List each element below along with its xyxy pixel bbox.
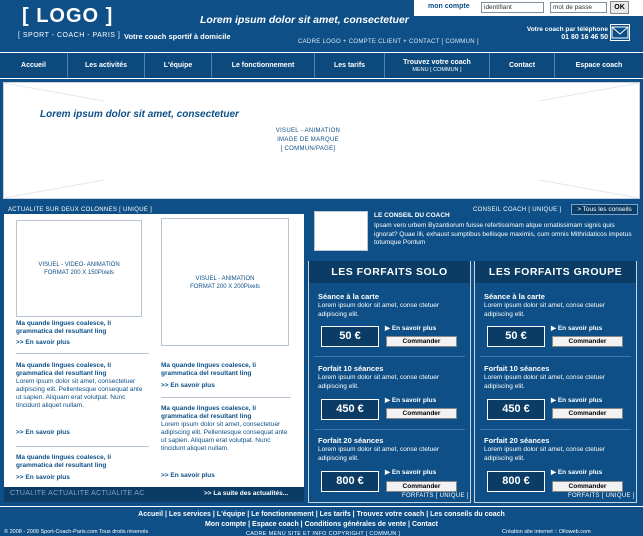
news-item-title[interactable]: Ma quande lingues coalesce, li grammatica del resultant ling bbox=[161, 362, 257, 377]
offer-body: Lorem ipsum dolor sit amet, conse ctetuer adipiscing elit. bbox=[484, 302, 606, 318]
offer-title: Séance à la carte bbox=[484, 292, 545, 301]
news-more-link[interactable]: >> En savoir plus bbox=[16, 429, 70, 436]
forfaits-solo-footer: FORFAITS [ UNIQUE ] bbox=[402, 493, 469, 499]
offer-more-link[interactable] bbox=[551, 396, 602, 404]
offer-more-label: En savoir plus bbox=[557, 397, 603, 404]
arrow-right-icon: ▶ bbox=[385, 397, 392, 404]
all-tips-button[interactable]: > Tous les conseils bbox=[571, 204, 638, 215]
nav-label: L'équipe bbox=[163, 62, 193, 69]
offer-more-label: En savoir plus bbox=[391, 469, 437, 476]
nav-label: Les activités bbox=[84, 62, 128, 69]
nav-item-accueil[interactable] bbox=[0, 53, 68, 78]
divider bbox=[314, 429, 465, 430]
nav-item-contact[interactable] bbox=[490, 53, 555, 78]
offer-more-link[interactable] bbox=[385, 468, 436, 476]
order-button[interactable]: Commander bbox=[386, 481, 457, 492]
divider bbox=[480, 356, 631, 357]
arrow-right-icon: ▶ bbox=[385, 469, 392, 476]
arrow-right-icon: ▶ bbox=[551, 325, 558, 332]
conseil-section-label: CONSEIL COACH [ UNIQUE ] bbox=[473, 207, 562, 213]
nav-label: Espace coach bbox=[575, 62, 623, 69]
site-credit[interactable]: Création site internet :: Olloweb.com bbox=[502, 529, 591, 535]
nav-item-espace-coach[interactable] bbox=[555, 53, 643, 78]
offer-more-label: En savoir plus bbox=[391, 397, 437, 404]
news-item-title[interactable]: Ma quande lingues coalesce, li grammatica del resultant ling bbox=[16, 362, 112, 377]
offer-body: Lorem ipsum dolor sit amet, conse ctetuer adipiscing elit. bbox=[318, 446, 440, 462]
offer-more-label: En savoir plus bbox=[391, 325, 437, 332]
offer-title: Forfait 20 séances bbox=[318, 436, 384, 445]
nav-label: Trouvez votre coach bbox=[403, 58, 471, 66]
order-button[interactable]: Commander bbox=[386, 408, 457, 419]
news-more-link[interactable]: >> En savoir plus bbox=[16, 474, 70, 481]
price-badge: 450 € bbox=[321, 399, 379, 420]
price-badge: 450 € bbox=[487, 399, 545, 420]
footer-links-line[interactable]: Mon compte | Espace coach | Conditions générales de vente | Contact bbox=[204, 521, 439, 528]
username-field[interactable] bbox=[481, 2, 544, 13]
forfaits-groupe-heading: LES FORFAITS GROUPE bbox=[475, 261, 636, 283]
offer-title: Séance à la carte bbox=[318, 292, 379, 301]
offer-body: Lorem ipsum dolor sit amet, conse ctetuer adipiscing elit. bbox=[484, 446, 606, 462]
footer-links-line[interactable]: Accueil | Les services | L'équipe | Le fonctionnement | Les tarifs | Trouvez votre coach | Les conseils du coach bbox=[138, 511, 505, 518]
visual-line: FORMAT 200 X 150Pixels bbox=[44, 270, 114, 276]
news-more-link[interactable]: >> En savoir plus bbox=[16, 339, 70, 346]
offer-more-link[interactable] bbox=[551, 324, 602, 332]
offer-more-link[interactable] bbox=[385, 396, 436, 404]
news-item-title[interactable]: Ma quande lingues coalesce, li grammatica del resultant ling bbox=[161, 405, 257, 420]
login-ok-button[interactable]: OK bbox=[610, 1, 629, 14]
nav-item-activites[interactable] bbox=[68, 53, 145, 78]
divider bbox=[16, 353, 149, 354]
offer-more-label: En savoir plus bbox=[557, 469, 603, 476]
divider bbox=[314, 356, 465, 357]
order-button[interactable]: Commander bbox=[386, 336, 457, 347]
mail-icon[interactable] bbox=[610, 24, 630, 41]
news-item-body: Lorem ipsum dolor sit amet, consectetuer adipiscing elit. Pellentesque consequat ante ut sapien. Aliquam erat volutpat. Nunc tincidunt aliquet nullam. bbox=[161, 421, 288, 452]
logo[interactable]: [ LOGO ] bbox=[22, 5, 114, 27]
banner-visual-placeholder[interactable] bbox=[258, 127, 358, 154]
visual-line: VISUEL - VIDEO- ANIMATION bbox=[38, 262, 120, 268]
tagline: Votre coach sportif à domicile bbox=[124, 32, 231, 41]
divider bbox=[16, 446, 149, 447]
divider bbox=[480, 429, 631, 430]
news-item-title[interactable]: Ma quande lingues coalesce, li grammatica del resultant ling bbox=[16, 454, 112, 469]
password-field[interactable] bbox=[550, 2, 607, 13]
nav-item-fonctionnement[interactable] bbox=[212, 53, 315, 78]
logo-subtitle: [ SPORT - COACH - PARIS ] bbox=[18, 32, 121, 39]
phone-number: 01 80 16 46 50 bbox=[561, 34, 608, 41]
footer-note: CADRE MENU SITE ET INFO COPYRIGHT [ COMMUN ] bbox=[246, 531, 401, 536]
banner-title: Lorem ipsum dolor sit amet, consectetuer bbox=[40, 109, 239, 120]
header-note: CADRE LOGO + COMPTE CLIENT + CONTACT [ COMMUN ] bbox=[298, 39, 479, 45]
nav-label: Accueil bbox=[21, 62, 46, 69]
order-button[interactable]: Commander bbox=[552, 336, 623, 347]
offer-body: Lorem ipsum dolor sit amet, conse ctetuer adipiscing elit. bbox=[318, 302, 440, 318]
news-item-body: Lorem ipsum dolor sit amet, consectetuer adipiscing elit. Pellentesque consequat ante ut sapien. Aliquam erat volutpat. Nunc tincidunt aliquet nullam. bbox=[16, 378, 143, 409]
news-section-label: ACTUALITE SUR DEUX COLONNES [ UNIQUE ] bbox=[8, 207, 153, 213]
footer-links[interactable] bbox=[0, 510, 643, 530]
offer-more-link[interactable] bbox=[551, 468, 602, 476]
conseil-body: Ipsam vero urbem Byzantiorum fuisse refertissimam atque ornatissimam signis quis ignorat? Quae illi, exhaust sumptibus bellisque maximis, cum omnis Mithridaticos impetus totumque Pontum bbox=[374, 222, 632, 246]
banner bbox=[3, 82, 640, 199]
offer-more-label: En savoir plus bbox=[557, 325, 603, 332]
visual-line: [ COMMUN/PAGE] bbox=[280, 146, 336, 152]
arrow-right-icon: ▶ bbox=[551, 397, 558, 404]
forfaits-groupe-footer: FORFAITS [ UNIQUE ] bbox=[568, 493, 635, 499]
news-all-link[interactable]: >> La suite des actualités... bbox=[204, 490, 289, 497]
offer-body: Lorem ipsum dolor sit amet, conse ctetuer adipiscing elit. bbox=[318, 374, 440, 390]
nav-menu-note: MENU [ COMMUN ] bbox=[412, 66, 462, 73]
offer-title: Forfait 10 séances bbox=[318, 364, 384, 373]
price-badge: 800 € bbox=[487, 471, 545, 492]
news-more-link[interactable]: >> En savoir plus bbox=[161, 382, 215, 389]
news-ticker-text: CTUALITE ACTUALITE ACTUALITE AC bbox=[10, 490, 145, 497]
nav-item-trouvez-coach[interactable] bbox=[385, 53, 490, 78]
price-badge: 800 € bbox=[321, 471, 379, 492]
price-badge: 50 € bbox=[487, 326, 545, 347]
phone-label: Votre coach par téléphone bbox=[526, 26, 608, 33]
visual-line: IMAGE DE MARQUE bbox=[277, 137, 339, 143]
nav-item-equipe[interactable] bbox=[145, 53, 212, 78]
order-button[interactable]: Commander bbox=[552, 408, 623, 419]
news-panel bbox=[4, 214, 304, 502]
price-badge: 50 € bbox=[321, 326, 379, 347]
divider bbox=[161, 397, 291, 398]
visual-line: VISUEL - ANIMATION bbox=[195, 276, 255, 282]
arrow-right-icon: ▶ bbox=[385, 325, 392, 332]
news-animation-placeholder[interactable] bbox=[161, 218, 289, 346]
offer-more-link[interactable] bbox=[385, 324, 436, 332]
news-video-placeholder[interactable] bbox=[16, 220, 142, 317]
offer-body: Lorem ipsum dolor sit amet, conse ctetuer adipiscing elit. bbox=[484, 374, 606, 390]
conseil-image-placeholder bbox=[314, 211, 368, 251]
news-item-title[interactable]: Ma quande lingues coalesce, li grammatica del resultant ling bbox=[16, 320, 112, 335]
nav-label: Le fonctionnement bbox=[231, 62, 295, 69]
offer-title: Forfait 10 séances bbox=[484, 364, 550, 373]
nav-label: Contact bbox=[508, 62, 536, 69]
forfaits-solo-heading: LES FORFAITS SOLO bbox=[309, 261, 470, 283]
offer-title: Forfait 20 séances bbox=[484, 436, 550, 445]
arrow-right-icon: ▶ bbox=[551, 469, 558, 476]
header-headline: Lorem ipsum dolor sit amet, consectetuer bbox=[200, 14, 409, 26]
account-label: mon compte bbox=[428, 3, 470, 10]
nav-label: Les tarifs bbox=[333, 62, 366, 69]
nav-item-tarifs[interactable] bbox=[315, 53, 385, 78]
news-more-link[interactable]: >> En savoir plus bbox=[161, 472, 215, 479]
conseil-title[interactable]: LE CONSEIL DU COACH bbox=[374, 212, 450, 219]
visual-line: VISUEL - ANIMATION bbox=[275, 128, 341, 134]
copyright: © 2008 - 2009 Sport-Coach-Paris.com Tous droits réservés bbox=[4, 529, 149, 535]
order-button[interactable]: Commander bbox=[552, 481, 623, 492]
visual-line: FORMAT 200 X 200Pixels bbox=[190, 284, 260, 290]
main-nav bbox=[0, 52, 643, 79]
